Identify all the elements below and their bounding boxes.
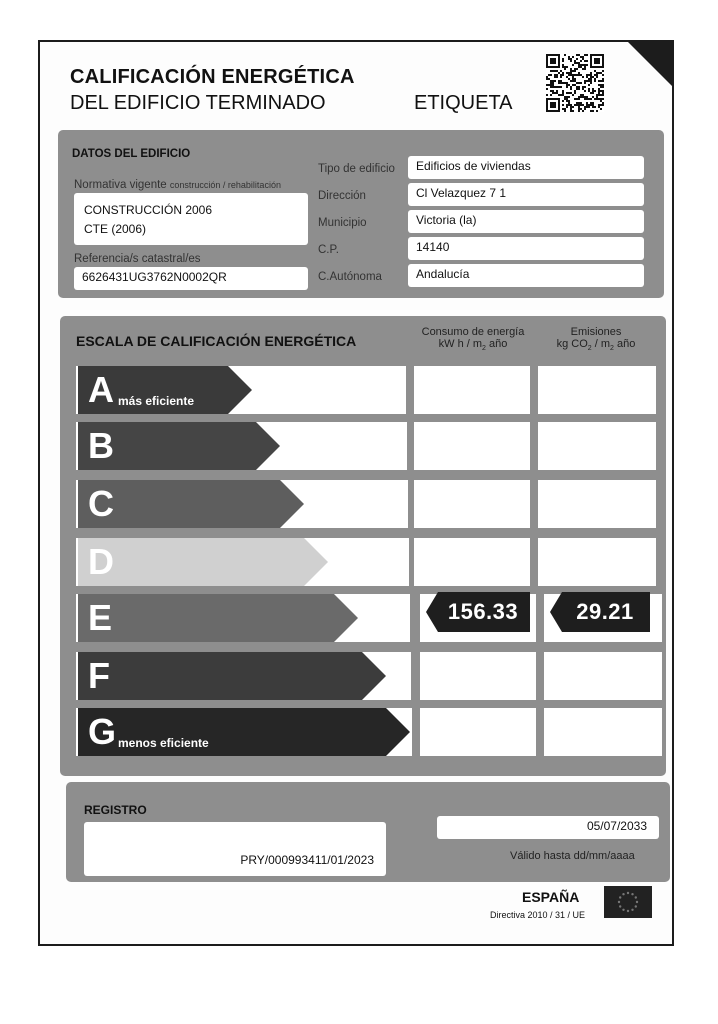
emisiones-value: 29.21 xyxy=(576,599,634,624)
corner-triangle xyxy=(628,42,672,86)
consumo-cell xyxy=(420,708,536,756)
normativa-label xyxy=(74,179,281,191)
field-value-direccion: Cl Velazquez 7 1 xyxy=(408,183,644,206)
rating-letter-f: F xyxy=(88,655,110,696)
referencia-field: 6626431UG3762N0002QR xyxy=(74,267,308,290)
emisiones-cell xyxy=(538,366,656,414)
emisiones-cell xyxy=(544,652,662,700)
registro-number: PRY/000993411/01/2023 xyxy=(240,853,374,867)
normativa-label-text: Normativa vigente xyxy=(74,179,167,191)
registro-header: REGISTRO xyxy=(84,803,147,817)
rating-letter-a: A xyxy=(88,369,114,410)
consumo-column-header xyxy=(410,326,536,355)
consumo-header-unit xyxy=(410,338,536,355)
escala-header: ESCALA DE CALIFICACIÓN ENERGÉTICA xyxy=(76,333,357,349)
normativa-sublabel: construcción / rehabilitación xyxy=(169,180,281,190)
emisiones-unit-sub: 2 xyxy=(587,345,592,353)
consumo-cell xyxy=(414,422,530,470)
consumo-header-line1: Consumo de energía xyxy=(421,326,525,338)
emisiones-cell xyxy=(544,708,662,756)
normativa-line: CONSTRUCCIÓN 2006 xyxy=(84,203,213,217)
rating-arrow-d xyxy=(78,538,334,586)
field-value-autonoma: Andalucía xyxy=(408,264,644,287)
emisiones-column-header xyxy=(536,326,656,355)
rating-note-g: menos eficiente xyxy=(118,736,209,750)
consumo-cell xyxy=(420,652,536,700)
field-label-autonoma: C.Autónoma xyxy=(318,271,382,283)
etiqueta-title: ETIQUETA xyxy=(414,92,513,114)
field-label-tipo: Tipo de edificio xyxy=(318,163,395,175)
registro-number-field xyxy=(84,822,386,876)
emisiones-unit-sub2: 2 xyxy=(610,345,614,353)
qr-code-icon xyxy=(546,54,604,112)
rating-letter-d: D xyxy=(88,541,114,582)
referencia-label: Referencia/s catastral/es xyxy=(74,253,201,265)
consumo-cell xyxy=(414,480,530,528)
rating-note-a: más eficiente xyxy=(118,394,195,408)
consumo-unit-tail: año xyxy=(485,338,508,350)
rating-letter-e: E xyxy=(88,597,113,638)
field-label-cp: C.P. xyxy=(318,244,339,256)
datos-header: DATOS DEL EDIFICIO xyxy=(72,148,191,160)
valid-until-label: Válido hasta dd/mm/aaaa xyxy=(510,850,635,862)
consumo-value: 156.33 xyxy=(447,599,519,624)
rating-arrow-f xyxy=(78,652,392,700)
field-value-cp: 14140 xyxy=(408,237,644,260)
consumo-unit-main: kW h / m xyxy=(438,338,483,350)
directive-text: Directiva 2010 / 31 / UE xyxy=(490,910,586,920)
eu-flag-icon xyxy=(604,886,652,918)
emisiones-unit-mid: / m xyxy=(591,338,611,350)
rating-letter-c: C xyxy=(88,483,114,524)
rating-arrow-e xyxy=(78,594,364,642)
valid-date-field: 05/07/2033 xyxy=(437,816,659,839)
emisiones-unit-main: kg CO xyxy=(556,338,588,350)
title-line-1: CALIFICACIÓN ENERGÉTICA xyxy=(70,66,355,88)
consumo-cell xyxy=(414,366,530,414)
emisiones-cell xyxy=(538,538,656,586)
field-value-municipio: Victoria (la) xyxy=(408,210,644,233)
emisiones-cell xyxy=(538,480,656,528)
emisiones-header-line1: Emisiones xyxy=(570,326,622,338)
title-line-2: DEL EDIFICIO TERMINADO xyxy=(70,92,326,114)
emisiones-header-unit xyxy=(536,338,656,355)
normativa-field xyxy=(74,193,308,245)
field-value-tipo: Edificios de viviendas xyxy=(408,156,644,179)
emisiones-cell xyxy=(538,422,656,470)
emisiones-unit-tail: año xyxy=(613,338,636,350)
field-label-municipio: Municipio xyxy=(318,217,367,229)
consumo-unit-sub: 2 xyxy=(482,345,486,353)
consumo-cell xyxy=(414,538,530,586)
normativa-line: CTE (2006) xyxy=(84,222,147,236)
rating-letter-g: G xyxy=(88,711,117,752)
country-name: ESPAÑA xyxy=(522,889,580,905)
field-label-direccion: Dirección xyxy=(318,190,366,202)
rating-letter-b: B xyxy=(88,425,114,466)
